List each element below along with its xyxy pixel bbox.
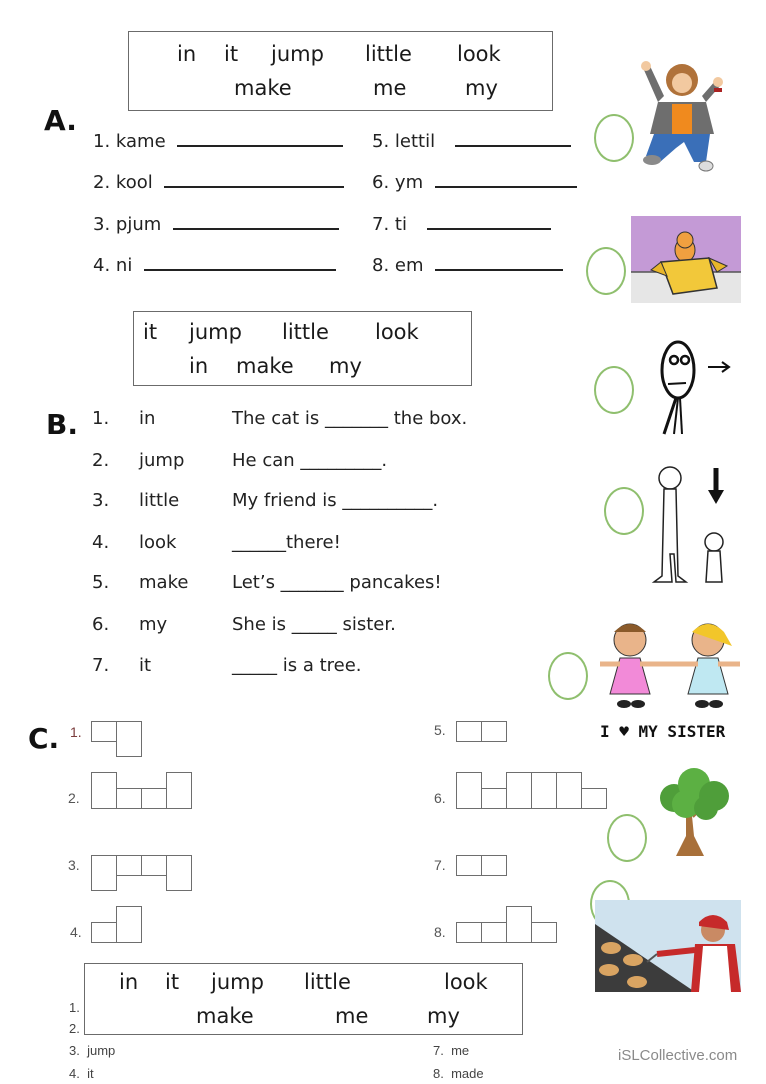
item-number: 3. <box>93 214 111 235</box>
word-bank-word: little <box>282 320 329 344</box>
answer-number: 3. <box>69 1043 80 1058</box>
item-number: 6. <box>92 614 110 635</box>
answer-blank[interactable] <box>173 210 339 230</box>
answer-oval[interactable] <box>586 247 626 295</box>
letter-box[interactable] <box>456 721 482 742</box>
sentence <box>232 614 396 635</box>
i-love-my-sister-image <box>598 612 744 744</box>
word-bank-word: in <box>119 970 139 994</box>
item-number: 7. <box>372 214 390 235</box>
letter-box[interactable] <box>506 906 532 943</box>
answer-key-item <box>69 1043 115 1058</box>
answer-oval[interactable] <box>604 487 644 535</box>
letter-box[interactable] <box>141 855 167 876</box>
sentence-blank[interactable]: _______ <box>280 572 344 593</box>
word-bank-word: my <box>427 1004 460 1028</box>
answer-blank[interactable] <box>455 127 571 147</box>
scramble-item-4 <box>93 251 336 276</box>
sentence-text: . <box>381 450 388 471</box>
target-word: little <box>139 490 180 511</box>
scrambled-word: ni <box>115 255 133 276</box>
answer-oval[interactable] <box>607 814 647 862</box>
word-bank-word: it <box>165 970 180 994</box>
answer-oval[interactable] <box>548 652 588 700</box>
word-bank-word: me <box>335 1004 369 1028</box>
letter-box[interactable] <box>116 855 142 876</box>
letter-box[interactable] <box>166 772 192 809</box>
answer-blank[interactable] <box>164 168 344 188</box>
scrambled-word: kool <box>115 172 153 193</box>
answer-oval[interactable] <box>594 366 634 414</box>
answer-key-number: 2. <box>69 1021 80 1036</box>
letter-box[interactable] <box>116 788 142 809</box>
answer-blank[interactable] <box>435 251 563 271</box>
target-word: my <box>139 614 168 635</box>
letter-box[interactable] <box>91 772 117 809</box>
letter-box[interactable] <box>91 721 117 742</box>
target-word: in <box>139 408 156 429</box>
cat-in-box-image <box>631 216 741 303</box>
answer-blank[interactable] <box>435 168 577 188</box>
scramble-item-8 <box>372 251 563 276</box>
item-number: 8. <box>372 255 390 276</box>
word-bank-bottom <box>84 963 523 1035</box>
answer-key-item <box>433 1066 484 1081</box>
item-number: 1. <box>93 131 111 152</box>
target-word: jump <box>139 450 185 471</box>
answer-key-number: 1. <box>69 1000 80 1015</box>
watermark: iSLCollective.com <box>618 1047 738 1064</box>
sentence-text: is a tree. <box>277 655 362 676</box>
tree-icon <box>652 766 736 860</box>
word-bank-word: my <box>465 76 498 100</box>
item-number: 6. <box>372 172 390 193</box>
scrambled-word: ti <box>394 214 407 235</box>
making-pancakes-image <box>595 900 741 992</box>
sentence <box>232 408 467 429</box>
letter-box[interactable] <box>506 772 532 809</box>
pancakes-icon <box>595 900 741 992</box>
sentence-blank[interactable]: _________ <box>300 450 382 471</box>
target-word: it <box>139 655 152 676</box>
target-word: look <box>139 532 177 553</box>
sentence-blank[interactable]: _____ <box>291 614 337 635</box>
word-bank-word: jump <box>271 42 324 66</box>
answer-blank[interactable] <box>427 210 551 230</box>
answer-oval[interactable] <box>594 114 634 162</box>
scramble-item-5 <box>372 127 571 152</box>
word-bank-word: in <box>189 354 209 378</box>
scramble-item-3 <box>93 210 339 235</box>
word-bank-word: look <box>375 320 419 344</box>
word-bank-word: in <box>177 42 197 66</box>
looking-figure-icon <box>652 338 736 436</box>
sentence-blank[interactable]: ______ <box>232 532 286 553</box>
sentence-text: She is <box>232 614 292 635</box>
sentence <box>232 532 341 553</box>
answer-blank[interactable] <box>177 127 343 147</box>
letter-box[interactable] <box>91 855 117 891</box>
sentence-text: The cat is <box>232 408 326 429</box>
item-number: 4. <box>70 924 82 940</box>
word-bank-b <box>133 311 472 386</box>
scrambled-word: ym <box>394 172 424 193</box>
scramble-item-7 <box>372 210 551 235</box>
sentence <box>232 490 438 511</box>
answer-text: it <box>87 1066 94 1081</box>
letter-box[interactable] <box>531 922 557 943</box>
cat-in-box-icon <box>631 216 741 303</box>
item-number: 7. <box>434 857 446 873</box>
item-number: 1. <box>92 408 110 429</box>
word-bank-word: jump <box>211 970 264 994</box>
scrambled-word: kame <box>115 131 166 152</box>
sisters-icon <box>598 612 744 716</box>
jumping-boy-icon <box>636 50 728 174</box>
answer-key-item <box>69 1066 94 1081</box>
item-number: 2. <box>68 790 80 806</box>
item-number: 5. <box>434 722 446 738</box>
scrambled-word: lettil <box>394 131 436 152</box>
sentence <box>232 655 362 676</box>
word-bank-word: look <box>457 42 501 66</box>
scrambled-word: pjum <box>115 214 162 235</box>
answer-text: me <box>451 1043 470 1058</box>
sentence-text: . <box>432 490 439 511</box>
item-number: 5. <box>92 572 110 593</box>
letter-box[interactable] <box>531 772 557 809</box>
word-bank-word: it <box>224 42 239 66</box>
tree-image <box>652 766 736 860</box>
target-word: make <box>139 572 189 593</box>
letter-box[interactable] <box>481 855 507 876</box>
letter-box[interactable] <box>456 772 482 809</box>
scramble-item-6 <box>372 168 577 193</box>
word-bank-word: my <box>329 354 362 378</box>
word-bank-word: look <box>444 970 488 994</box>
letter-box[interactable] <box>166 855 192 891</box>
sentence <box>232 572 442 593</box>
letter-box[interactable] <box>456 855 482 876</box>
word-bank-word: little <box>365 42 412 66</box>
sentence-blank[interactable]: _______ <box>325 408 389 429</box>
letter-box[interactable] <box>456 922 482 943</box>
answer-text: made <box>451 1066 484 1081</box>
looking-stick-figure-image <box>652 338 736 436</box>
word-bank-word: it <box>143 320 158 344</box>
letter-box[interactable] <box>116 906 142 943</box>
answer-number: 8. <box>433 1066 444 1081</box>
item-number: 4. <box>92 532 110 553</box>
word-bank-word: me <box>373 76 407 100</box>
sentence <box>232 450 387 471</box>
item-number: 7. <box>92 655 110 676</box>
answer-key-item <box>433 1043 469 1058</box>
word-bank-a <box>128 31 553 111</box>
item-number: 3. <box>92 490 110 511</box>
item-number: 2. <box>93 172 111 193</box>
word-bank-word: make <box>236 354 294 378</box>
sentence-text: there! <box>286 532 341 553</box>
letter-box[interactable] <box>481 721 507 742</box>
scramble-item-2 <box>93 168 344 193</box>
answer-text: jump <box>87 1043 116 1058</box>
item-number: 4. <box>93 255 111 276</box>
sentence-blank[interactable]: __________ <box>342 490 433 511</box>
item-number: 3. <box>68 857 80 873</box>
sentence-text: the box. <box>388 408 468 429</box>
scramble-item-1 <box>93 127 343 152</box>
word-bank-word: jump <box>189 320 242 344</box>
section-b-label: B. <box>46 408 78 441</box>
sentence-text: He can <box>232 450 301 471</box>
sentence-text: sister. <box>336 614 396 635</box>
word-bank-word: make <box>196 1004 254 1028</box>
item-number: 6. <box>434 790 446 806</box>
letter-box[interactable] <box>116 721 142 757</box>
answer-number: 7. <box>433 1043 444 1058</box>
item-number: 1. <box>70 724 82 740</box>
sister-caption: I ♥ MY SISTER <box>600 722 726 741</box>
letter-box[interactable] <box>481 922 507 943</box>
item-number: 5. <box>372 131 390 152</box>
word-bank-word: make <box>234 76 292 100</box>
item-number: 2. <box>92 450 110 471</box>
letter-box[interactable] <box>481 788 507 809</box>
item-number: 8. <box>434 924 446 940</box>
letter-box[interactable] <box>141 788 167 809</box>
sentence-blank[interactable]: _____ <box>232 655 277 676</box>
section-c-label: C. <box>28 722 60 755</box>
tall-short-figures-icon <box>650 458 734 588</box>
scrambled-word: em <box>394 255 424 276</box>
section-a-label: A. <box>44 104 77 137</box>
letter-box[interactable] <box>91 922 117 943</box>
sentence-text: pancakes! <box>343 572 442 593</box>
tall-and-little-figures-image <box>650 458 734 588</box>
sentence-text: Let’s <box>232 572 281 593</box>
answer-blank[interactable] <box>144 251 336 271</box>
answer-number: 4. <box>69 1066 80 1081</box>
letter-box[interactable] <box>556 772 582 809</box>
sentence-text: My friend is <box>232 490 343 511</box>
word-bank-word: little <box>304 970 351 994</box>
letter-box[interactable] <box>581 788 607 809</box>
jumping-boy-image <box>636 50 728 174</box>
